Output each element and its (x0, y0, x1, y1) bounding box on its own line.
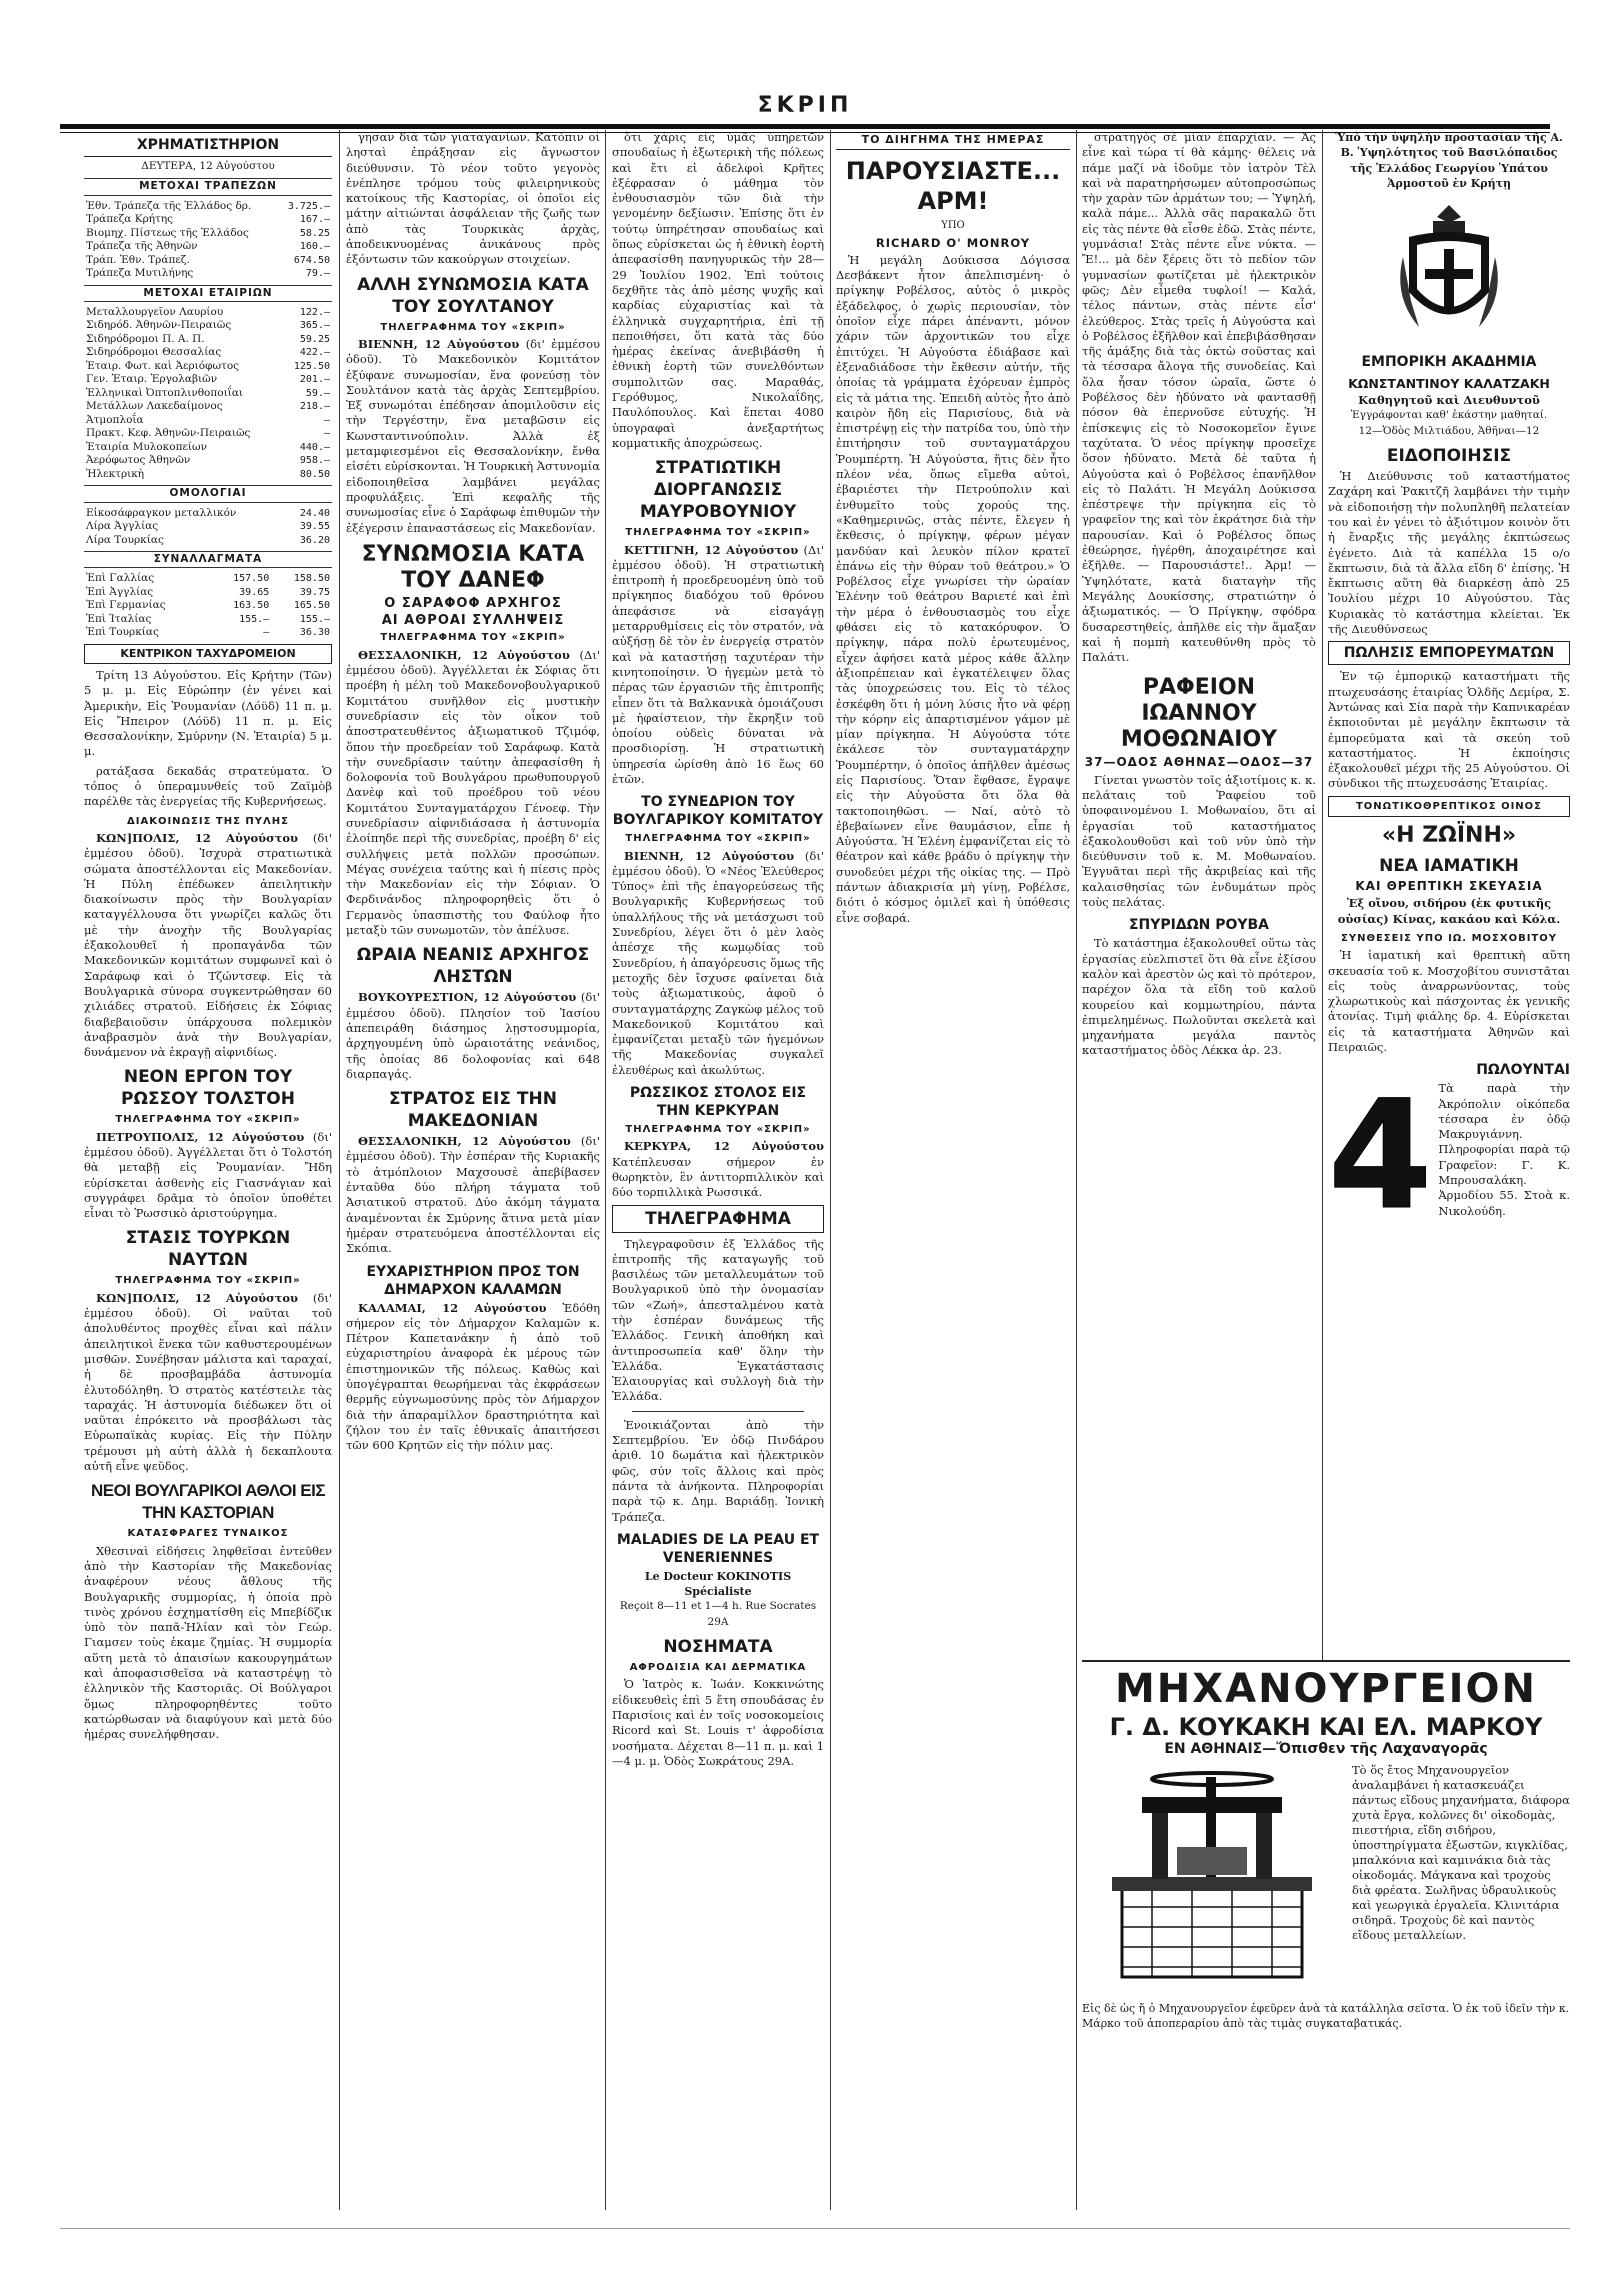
rate-name: Ἐπὶ Γερμανίας (86, 599, 166, 612)
rate-name: Λίρα Τουρκίας (86, 533, 164, 546)
mavro-title: ΣΤΡΑΤΙΩΤΙΚΗ ΔΙΟΡΓΑΝΩΣΙΣ ΜΑΥΡΟΒΟΥΝΙΟΥ (639, 458, 797, 523)
rent-notice: Ἐνοικιάζονται ἀπὸ τὴν Σεπτεμβρίου. Ἐν ὁδῷ Πινδάρου ἀριθ. 10 δωμάτια καὶ ἠλεκτρικὸν φῶς, σύν τοῖς ἄλλοις καὶ πρὸς πάντα τὰ ἀνήκοντα. Πληροφορίαι παρὰ τῷ κ. Δημ. Βαριάδῃ. Ἰονικὴ Τράπεζα. (612, 1417, 824, 1524)
rate-name: Σιδηρόδρομοι Π. Α. Π. (86, 332, 205, 345)
rate-value: 201.— (299, 374, 330, 386)
stasis-text: (δι' ἐμμέσου ὁδοῦ). Οἱ ναῦται τοῦ ἀπολυθέντος προχθὲς εἶναι καὶ πάλιν ἀπειλητικοὶ ἕνεκα τῶν καθυστερουμένων μισθῶν. Συνέβησαν μάλιστα καὶ ταραχαί, ἡ δὲ προσβαμβάδα ἀστυνομία ἐλυτοδόληθη. Ὁ στρατὸς κατέστειλε τὰς ταραχάς. Ἡ ἀστυνομία διέδωκεν ὅτι οἱ ναῦται ἐπρόκειτο νὰ προσβάλωσι τὰς Εὐρωπαϊκὰς κυρίας. Εἰς τὴν Πύλην τρέμουσι μὴ αὐτὴ ἀλλὰ ἡ δεκαπλουτα αὐτῆ εἶνε ψεῦδος. (84, 1290, 332, 1474)
rate-name: Ἠλεκτρικὴ (86, 467, 145, 480)
daneff-title: ΣΥΝΩΜΟΣΙΑ ΚΑΤΑ ΤΟΥ ΔΑΝΕΦ (361, 541, 585, 593)
rate-value: 80.50 (299, 468, 330, 480)
maladies-doctor: Le Docteur KOKINOTIS Spécialiste (644, 1569, 792, 1599)
rate-value: 122.— (299, 306, 330, 318)
rate-row (84, 520, 332, 534)
rate-row (84, 400, 332, 414)
athloi-title: ΝΕΟΙ ΒΟΥΛΓΑΡΙΚΟΙ ΑΘΛΟΙ ΕΙΣ ΤΗΝ ΚΑΣΤΟΡΙΑΝ (90, 1481, 326, 1523)
exchange-date: ΔΕΥΤΕΡΑ, 12 Αὐγούστου (141, 160, 275, 172)
daneff-sub2: ΑΙ ΑΘΡΟΑΙ ΣΥΛΛΗΨΕΙΣ (381, 613, 565, 629)
sale-text: Ἐν τῷ ἐμπορικῷ καταστήματι τῆς πτωχευσάσης ἑταιρίας Ὀλδῆς Δεμίρα, Σ. Ἀντώνας καὶ Σία παρὰ τὴν Καπνικαρέαν ἐκποιοῦνται μὲ μεγάλην ἔκπτωσιν τὰ ἐμπορεύματα καὶ τὰ σκεύη τοῦ καταστήματος. Ἡ ἐκποίησις ἐξακολουθεῖ μέχρι τῆς 25 Αὐγούστου. Οἱ σύνδικοι τῆς πτωχευσάσης Ἑταιρίας. (1328, 669, 1570, 791)
thanks-title: ΕΥΧΑΡΙΣΤΗΡΙΟΝ ΠΡΟΣ ΤΟΝ ΔΗΜΑΡΧΟΝ ΚΑΛΑΜΩΝ (366, 1263, 580, 1298)
rate-name: Τράπεζα Κρήτης (86, 213, 174, 226)
column-1 (84, 130, 332, 2220)
spyridon-text: Τὸ κατάστημα ἐξακολουθεῖ οὕτω τὰς ἐργασίας εὐελπιστεῖ ὅτι θὰ εἶνε ἐξίσου καλὸν καὶ ἀρεστὸν ὡς καὶ τὸ πρότερον, παρέχον ὅλα τὰ εἴδη τοῦ καλοῦ κουρείου καὶ κομμωτηρίου, πάντα ἐπιμελημένως. Πωλοῦνται σκελετὰ καὶ μηχανήματα μεγάλα παντὸς καταστήματος ὁδὸς Λέκκα ἀρ. 23. (1082, 936, 1316, 1058)
rate-value: 158.50 (293, 573, 330, 585)
maladies-title: MALADIES DE LA PEAU ET VENERIENNES (616, 1531, 820, 1566)
rate-row (84, 227, 332, 241)
companies-table (84, 306, 332, 482)
daneff-dateline: ΘΕΣΣΑΛΟΝΙΚΗ, 12 Αὐγούστου (358, 647, 570, 662)
col2-top-text: γησαν διὰ τῶν γιαταγανίων. Κατόπιν οἱ λησταὶ ἐπράξησαν εἰς ἄγνωστον διεύθυνσιν. Τὸ νέον τοῦτο γεγονὸς ἐνέπλησε τρόμου τοὺς φιλειρηνικοὺς κατοίκους τῆς Καστορίας, οἱ ὁποῖοι εἰς μάτην αἰτιώνται ἀσφάλειαν τῆς ζωῆς των ἀπὸ τὰς Τουρκικὰς ἀρχὰς, ἀποδεικνυομένας ἀνικάνους πρὸς ἐξόντωσιν τῶν κακούργων στοιχείων. (346, 130, 600, 267)
column-5 (1082, 130, 1316, 1660)
bandit-title: ΩΡΑΙΑ ΝΕΑΝΙΣ ΑΡΧΗΓΟΣ ΛΗΣΤΩΝ (356, 945, 590, 988)
rate-name: Ἑταιρ. Φωτ. καὶ Ἀεριόφωτος (86, 359, 240, 372)
rate-row (84, 599, 332, 613)
notice-text: Ἡ Διεύθυνσις τοῦ καταστήματος Ζαχάρη καὶ Ῥακιτζῆ λαμβάνει τὴν τιμὴν νὰ εἰδοποιήσῃ τὴν πολυπληθῆ πελατείαν του καὶ ἐν γένει τὸ ἀξιότιμον κοινὸν ὅτι ἡ ἔναρξις τῆς μεγάλης ἐκπτώσεως ἐγένετο. Διὰ τὰ καπέλλα 15 ο/ο ἔκπτωσιν, διὰ τὰ ἄλλα εἴδη δ' ἐπίσης. Ἡ ἔκπτωσις αὕτη θὰ διαρκέσῃ ἀπὸ 25 Ἰουλίου μέχρι 10 Αὐγούστου. Τὰς Κυριακὰς τὸ κατάστημα κλείεται. Ἐκ τῆς Διευθύνσεως (1328, 469, 1570, 637)
synedrion-sub: ΤΗΛΕΓΡΑΦΗΜΑ ΤΟΥ «ΣΚΡΙΠ» (625, 833, 811, 845)
iatriki-sub: ΚΑΙ ΘΡΕΠΤΙΚΗ ΣΚΕΥΑΣΙΑ (1355, 879, 1543, 894)
iatriki-text: Ἡ ἰαματικὴ καὶ θρεπτικὴ αὕτη σκευασία τοῦ κ. Μοσχοβίτου συνιστᾶται εἰς τοὺς ἀναρρωνύοντας, τοὺς χλωρωτικοὺς καὶ πάσχοντας ἐκ γενικῆς ἀτονίας. Τιμὴ φιάλης δρ. 4. Εὑρίσκεται εἰς τὰ καταστήματα Ἀθηνῶν καὶ Πειραιῶς. (1328, 948, 1570, 1054)
mavro-dateline: ΚΕΤΤΙΓΝΗ, 12 Αὐγούστου (624, 542, 799, 557)
column-rule (605, 130, 606, 2210)
column-2 (346, 130, 600, 2220)
sultan-text: (δι' ἐμμέσου ὁδοῦ). Τὸ Μακεδονικὸν Κομιτάτον ἐξύφανε συνωμοσίαν, ἕνα φονεύσῃ τὸν Σουλτάνον κατὰ τὰς ἀρχὰς Σεπτεμβρίου. Ἐξ συνωμόται ἐπέδησαν ἀπομιλοῦσιν εἰς τὴν Τεργέστην, ἕνα μεταβῶσιν εἰς Κωνσταντινούπολιν. Ἀλλὰ ἐξ μεταμφιεσμένοι εἰς Θεσσαλονίκην, ἔνθα εἰσέτι εὑρίσκονται. Ἡ Τουρκικὴ Ἀστυνομία εἰδοποιηθεῖσα λαμβάνει μεγάλας προφυλάξεις. Ἐπὶ κεφαλῆς τῆς συνωμοσίας εἶνε ὁ Σαράφωφ ἐπιθυμῶν τὴν ἐξέγερσιν ἐπαναστάσεως εἰς Μακεδονίαν. (346, 336, 600, 535)
loans-header: ΟΜΟΛΟΓΙΑΙ (84, 485, 332, 502)
press-machine-icon (1082, 1767, 1342, 1997)
rate-name: Ἑλληνικαὶ Ὀπτοπλινθοποιΐαι (86, 386, 244, 399)
rate-name: Πρακτ. Κεφ. Ἀθηνῶν-Πειραιῶς (86, 427, 251, 440)
tolstoy-dateline: ΠΕΤΡΟΥΠΟΛΙΣ, 12 Αὐγούστου (96, 1129, 305, 1144)
column-6 (1328, 130, 1570, 1660)
rate-row (84, 586, 332, 600)
fx-header: ΣΥΝΑΛΛΑΓΜΑΤΑ (84, 551, 332, 568)
iatriki-sub2: Ἐξ οἴνου, σιδήρου (ἐκ φυτικῆς οὐσίας) Κίνας, κακάου καὶ Κόλα. (1337, 896, 1561, 926)
post-text: Τρίτη 13 Αὐγούστου. Εἰς Κρήτην (Τῶν) 5 μ. μ. Εἰς Εὐρώπην (ἐν γένει καὶ Ἀμερικὴν, Εἰς Ῥουμανίαν (Λόϋδ) 11 π. μ. Εἰς Ἤπειρον (Λόϋδ) 11 π. μ. Εἰς Θεσσαλονίκην, Σμύρνην (Ν. Ἑταιρία) 5 μ. μ. (84, 667, 332, 759)
rate-row (84, 346, 332, 360)
machine-shop-owner: Γ. Δ. ΚΟΥΚΑΚΗ ΚΑΙ ΕΛ. ΜΑΡΚΟΥ (1109, 1713, 1543, 1741)
masthead-title: ΣΚΡΙΠ (757, 93, 853, 118)
machine-shop-ad (1082, 1660, 1570, 2240)
academy-address: 12—Ὁδὸς Μιλτιάδου, Ἀθῆναι—12 (1358, 424, 1540, 437)
sell-text: Τὰ παρὰ τὴν Ἀκρόπολιν οἰκόπεδα τέσσαρα ἐν ὁδῷ Μακρυγιάννη. Πληροφορίαι παρὰ τῷ Γραφεῖον: Γ. Κ. Μπρουσαλάκη. Ἀρμοδίου 55. Στοὰ κ. Νικολούδη. (1438, 1081, 1570, 1218)
rate-row (84, 534, 332, 548)
rate-name: Τράπεζα Μυτιλήνης (86, 267, 194, 280)
rate-row (84, 200, 332, 214)
daneff-text: (Δι' ἐμμέσου ὁδοῦ). Ἀγγέλλεται ἐκ Σόφιας ὅτι προέβη ἡ μέλη τοῦ Μακεδονοβουλγαρικοῦ Κομιτάτου συνῆλθον εἰς μυστικὴν συνεδρίασιν εἰς τὸν οἶκον τοῦ ἀποστρατευθέντος ἀξιωματικοῦ Τζιμόφ, ὅπου τὴν προεδρείαν τοῦ Σαράφωφ. Κατὰ τὴν συνεδρίασιν ταύτην ἀπεφασίσθη ἡ δολοφονία τοῦ Βουλγάρου πρωθυπουργοῦ Δανὲφ καὶ τοῦ προέδρου τοῦ νέου Κομιτάτου Συνταγματάρχου Γένοεφ. Τὴν συνεδρίασιν αἰφνιδιάσασα ἡ ἀστυνομία ἐλοίπηδε περὶ τῆς συνεδρίας, προέβη δ' εἰς συλλήψεις μετὰ πολλῶν προσώπων. Μέγας συνέχεια ταύτης καὶ ἡ πίεσις πρὸς τὴν Μακεδονίαν εἰς τὴν Σόφιαν. Ὁ Φερδινάνδος πληροφορηθεὶς ὅτι ὁ Γερμανὸς ὑπασπιστὴς του Φαύλοφ ἦτο μεταξὺ τῶν συνωμοτῶν, τὸν ἀπέλυσε. (346, 647, 600, 938)
synedrion-title: ΤΟ ΣΥΝΕΔΡΙΟΝ ΤΟΥ ΒΟΥΛΓΑΡΙΚΟΥ ΚΟΜΙΤΑΤΟΥ (612, 794, 824, 829)
army-text: (δι' ἐμμέσου ὁδοῦ). Τὴν ἐσπέραν τῆς Κυριακῆς τὸ ἀτμόπλοιον Μαχσουσὲ ἀπεβίβασεν ἐνταῦθα δύο πλήρη τάγματα τοῦ Ἀσιατικοῦ στρατοῦ. Δύο ἀκόμη τάγματα ἀναμένονται ἐκ Σμύρνης ἅτινα μετὰ μίαν ἡμέραν στρατευόμενα ἀποστέλλονται εἰς Σκόπια. (346, 1134, 600, 1256)
rate-value: 155.— (299, 613, 330, 625)
sale-title: ΠΩΛΗΣΙΣ ΕΜΠΟΡΕΥΜΑΤΩΝ (1328, 641, 1570, 665)
loans-table (84, 507, 332, 548)
rate-name: Τράπ. Ἐθν. Τράπεζ. (86, 253, 190, 266)
rate-row (84, 468, 332, 482)
athloi-text: Χθεσιναὶ εἰδήσεις ληφθεῖσαι ἐντεῦθεν ἀπὸ τὴν Καστορίαν τῆς Μακεδονίας ἀναφέρουν νέους ἄθλους τῆς Βουλγαρικῆς συμμορίας, ἡ ὁποία πρὸ τινὸς χρόνου ἐσχηματίσθη εἰς Μπεβίδζικ ὑπὸ τὸν παπᾶ-Ἠλίαν καὶ τὸν Γεώρ. Γιαμσεν τοὺς ἐκαμε ζημίας. Ἡ συμμορία αὕτη μετὰ τὸ ἀπαισίων κακουργημάτων καὶ ἀποφασισθεῖσα νὰ καταστρέψῃ τὸ ἐλληνικὸν τῆς Καστοριᾶς. Οἱ Βούλγαροι ὅμως πληροφορηθέντες τοῦτο κατώρθωσαν νὰ διαφύγουν καὶ μετὰ δύο ἡμέρας συνελήφθησαν. (84, 1543, 332, 1742)
corfu-text: Κατέπλευσαν σήμερον ἐν θωρηκτὸν, ἓν ἀντιτορπιλλικὸν καὶ δύο τορπιλλικὰ Ρωσσικά. (612, 1154, 824, 1200)
story-header: ΤΟ ΔΙΗΓΗΜΑ ΤΗΣ ΗΜΕΡΑΣ (836, 132, 1070, 150)
story-author: RICHARD O' MONROY (875, 235, 1031, 250)
rate-value: 440.— (299, 441, 330, 453)
machine-shop-title: ΜΗΧΑΝΟΥΡΓΕΙΟΝ (1114, 1666, 1537, 1712)
rate-value: 24.40 (299, 507, 330, 519)
machine-shop-location: ΕΝ ΑΘΗΝΑΙΣ—Ὄπισθεν τῆς Λαχαναγορᾶς (1164, 1741, 1488, 1757)
gate-dateline: ΚΩΝ]ΠΟΛΙΣ, 12 Αὐγούστου (96, 830, 298, 845)
patron-text: Ὑπὸ τὴν ὑψηλὴν προστασίαν τῆς Α. Β. Ὑψηλότητος τοῦ Βασιλόπαιδος τῆς Ἑλλάδος Γεωργίου Ὑπάτου Ἁρμοστοῦ ἐν Κρήτῃ (1335, 131, 1563, 190)
rate-name: Ἀερόφωτος Ἀθηνῶν (86, 454, 191, 467)
post-title: ΚΕΝΤΡΙΚΟΝ ΤΑΧΥΔΡΟΜΕΙΟΝ (84, 644, 332, 664)
wine-header: ΤΟΝΩΤΙΚΟΘΡΕΠΤΙΚΟΣ ΟΙΝΟΣ (1328, 796, 1570, 817)
sultan-dateline: ΒΙΕΝΝΗ, 12 Αὐγούστου (358, 336, 520, 351)
rate-row (84, 240, 332, 254)
rate-name: Εἰκοσάφραγκον μεταλλικόν (86, 506, 237, 519)
rate-row (84, 572, 332, 586)
banks-header: ΜΕΤΟΧΑΙ ΤΡΑΠΕΖΩΝ (84, 178, 332, 195)
wine-title: «Η ΖΩΪΝΗ» (1381, 823, 1517, 849)
story-text-part2: στρατηγὸς σὲ μίαν ἐπαρχίαν. — Ἀς εἶνε καὶ τώρα τί θὰ κάμης· θέλεις νὰ πάμε μαζί νὰ ἰδοῦμε τὸν ἰατρὸν Τὲλ καὶ νὰ παρατηρήσωμεν αὐτοπροσώπως τὴν χαρὰν τῶν ἀρμάτων του; — Ὑψηλή, καλὰ πάμε... Ἀλλὰ σᾶς παρακαλῶ ὅτι εἰς τὰς πέντε θὰ εἶσθε ἐδῶ. Στὰς πέντε, γυμνάσια! Στὰς πέντε εἶνε νύκτα. — Ἔ!... μὰ δὲν ξέρεις ὅτι τὸ πεδίον τῶν γυμνασίων φωτίζεται μὲ ἠλεκτρικὸν φῶς; Δὲν εἶμεθα τυφλοί! — Καλά, τέλος πάντων, στὰς πέντε εἶσ' ἐλεύθερος. Στὰς τρεῖς ἡ Αὐγούστα καὶ ὁ Ροβέλσος ἐξῆλθον καὶ ἐπεβιβάσθησαν τῆς ἁμάξης διὰ τὰς ὀκτὼ σοῦστας καὶ τὰ τέσσαρα ἄλογα τῆς συνοδείας. Καὶ ὅλα ἦσαν τόσον ὡραῖα, ὥστε ὁ Ροβέλσος δὲν ἠδύνατο νὰ φαντασθῇ πόσον θὰ ἐπερνοῦσε εὐτυχής. Ἡ ἐπίσκεψις εἰς τὸ Νοσοκομεῖον ἔγινε ταχύτατα. Ὁ νέος πρίγκηψ προσεῖχε ὅσον ἠδύνατο. Μετὰ δὲ ταῦτα ἡ Αὐγούστα καὶ ὁ Ροβέλσος ἐπανῆλθον εἰς τὸ Παλάτι. Ἡ Μεγάλη Δούκισσα ἐπέστρεψε τὴν πρίγκηπα εἰς τὸ γραφεῖον της καὶ τὸν ἐκράτησε διὰ τὴν παρουσίαν. Καὶ ὁ Ροβέλσος ὅπως ἐθεώρησε, ἠγέρθη, ἀποχαιρέτησε καὶ ἐξῆλθε. — Παρουσιάστε!.. Ἀρμ! — Ὑψηλότατε, κατὰ διαταγὴν τῆς Μεγάλης Δουκίσσης, στρατιώτην ὁ ἀξιωματικός. — Ὁ Πρίγκηψ, σφόδρα δυσαρεστηθείς, ἀπῆλθε εἰς τὴν ἅμαξαν καὶ ἡ πομπὴ κατευθύνθη πρὸς τὸ Παλάτι. (1082, 130, 1316, 665)
banks-table (84, 200, 332, 281)
rate-value: 39.75 (299, 586, 330, 598)
divider (632, 1411, 804, 1412)
gate-title: ΔΙΑΚΟΙΝΩΣΙΣ ΤΗΣ ΠΥΛΗΣ (127, 815, 289, 827)
nosimata-title: ΝΟΣΗΜΑΤΑ (663, 1637, 773, 1658)
column-rule (1076, 130, 1077, 2210)
rate-row (84, 333, 332, 347)
rate-value: 59.25 (299, 333, 330, 345)
tolstoy-sub: ΤΗΛΕΓΡΑΦΗΜΑ ΤΟΥ «ΣΚΡΙΠ» (115, 1114, 301, 1126)
story-by: ΥΠΟ (941, 220, 965, 232)
rate-value: 365.— (299, 320, 330, 332)
corfu-sub: ΤΗΛΕΓΡΑΦΗΜΑ ΤΟΥ «ΣΚΡΙΠ» (625, 1124, 811, 1136)
companies-header: ΜΕΤΟΧΑΙ ΕΤΑΙΡΙΩΝ (84, 285, 332, 302)
cafe-title: ΡΑΦΕΙΟΝ ΙΩΑΝΝΟΥ ΜΟΘΩΝΑΙΟΥ (1120, 675, 1278, 753)
rate-row (84, 427, 332, 441)
telegr-text: Τηλεγραφοῦσιν ἐξ Ἑλλάδος τῆς ἐπιτροπῆς τῆς καταγωγῆς τοῦ βασιλέως τῶν μεταλλευμάτων τοῦ Βουλγαρικοῦ ὑπὸ τὴν ὀνομασίαν τῶν «Ζωή», ἀπεσταλμένου κατὰ τὴν ἐσπέραν δυνάμεως τῆς Ἑλλάδος. Γενικὴ ἀποθήκη καὶ ἀντιπροσωπεία καθ' ὅλην τὴν Ἑλλάδα. Ἐγκατάστασις Ἐλαιουργίας καὶ συλλογὴ διὰ τὴν Ἑλλάδα. (612, 1236, 824, 1404)
rate-row (84, 373, 332, 387)
rate-value: 36.30 (299, 627, 330, 639)
column-rule (1322, 130, 1323, 1660)
gate-text: (δι' ἐμμέσου ὁδοῦ). Ἰσχυρὰ στρατιωτικὰ σώματα ἀποστέλλονται εἰς Μακεδονίαν. Ἡ Πύλη ἐπέδωκεν ἀπειλητικὴν διακοίνωσιν πρὸς τὴν Βουλγαρίαν καταγγέλλουσα ὅτι γνωρίζει καλῶς ὅτι μὲ τὴν ἀνοχὴν τῆς Βουλγαρίας ἐξακολουθεῖ ἡ προπαγάνδα τῶν Μακεδονικῶν κομιτάτων συμφωνεῖ καὶ ὁ Σαράφωφ καὶ ὁ Τζώντσεφ. Εἰς τὰ Βουλγαρικὰ σύνορα συγκεντρώθησαν 60 χιλιάδες στρατοῦ. Εἰδήσεις ἐκ Σόφιας διαβεβαιοῦσιν ὑπάρχουσα πολεμικὸν ἀναβρασμὸν ἀνὰ τὴν Βουλγαρίαν, δυνάμενον νὰ ἐκραγῇ αἰφνιδίως. (84, 830, 332, 1060)
rate-name: Σιδηρόδ. Ἀθηνῶν-Πειραιῶς (86, 319, 232, 332)
academy-title: ΕΜΠΟΡΙΚΗ ΑΚΑΔΗΜΙΑ (1361, 354, 1537, 371)
rate-value: 167.— (299, 214, 330, 226)
rate-value: 39.55 (299, 521, 330, 533)
rate-value: — (323, 414, 330, 426)
sultan-sub: ΤΗΛΕΓΡΑΦΗΜΑ ΤΟΥ «ΣΚΡΙΠ» (380, 321, 566, 333)
stasis-sub: ΤΗΛΕΓΡΑΦΗΜΑ ΤΟΥ «ΣΚΡΙΠ» (115, 1275, 301, 1287)
column-rule (830, 130, 831, 2210)
rate-row (84, 360, 332, 374)
rate-value: 674.50 (293, 254, 330, 266)
story-title: ΠΑΡΟΥΣΙΑΣΤΕ... ΑΡΜ! (845, 157, 1061, 216)
rate-value: 79.— (305, 268, 330, 280)
cafe-text: Γίνεται γνωστὸν τοῖς ἀξιοτίμοις κ. κ. πελάταις τοῦ Ῥαφείου τοῦ ὑποφαινομένου Ι. Μοθωναίου, ὅτι αἱ ἐργασίαι τοῦ καταστήματος ἐξακολουθοῦσι καὶ τοῦ νῦν ὑπὸ τὴν διεύθυνσιν τοῦ κ. Μ. Μοθωναίου. Ἐγγυᾶται περὶ τῆς ἀκριβείας καὶ τῆς καλαισθησίας τῶν ἐνδυμάτων πρὸς τοὺς πελάτας. (1082, 772, 1316, 910)
thanks-text: Ἐδόθη σήμερον εἰς τὸν Δήμαρχον Καλαμῶν κ. Πέτρον Καπετανάκην ἡ ἀπὸ τοῦ εὐχαριστηρίου ἀναφορὰ ἐκ μέρους τῶν ἐπιστημονικῶν τῆς πόλεως. Καθὼς καὶ ὑπογέγραπται θεωρήμεναι τὰς ἐκφράσεων θερμῆς εὐγνωμοσύνης πρὸς τὸν Δήμαρχον διὰ τὴν ἀπαραμίλλον δραστηριότητα καὶ ζήλον του ἐν ταῖς ἐθνικαῖς ἀπαιτήσεσι τῶν 600 Κρητῶν εἰς τὴν πόλιν μας. (346, 1300, 600, 1453)
sell-title: ΠΩΛΟΥΝΤΑΙ (1476, 1062, 1570, 1079)
rate-name: Ἐθν. Τράπεζα τῆς Ἑλλάδος δρ. (86, 199, 252, 212)
rate-row (84, 213, 332, 227)
rate-row (84, 613, 332, 627)
rate-row (84, 254, 332, 268)
bottom-rule (60, 2228, 1570, 2229)
corfu-dateline: ΚΕΡΚΥΡΑ, 12 Αὐγούστου (624, 1139, 824, 1154)
academy-name: ΚΩΝΣΤΑΝΤΙΝΟΥ ΚΑΛΑΤΖΑΚΗ (1348, 376, 1550, 392)
rate-name: Ἑταιρία Μυλοκοπείων (86, 440, 207, 453)
army-title: ΣΤΡΑΤΟΣ ΕΙΣ ΤΗΝ ΜΑΚΕΔΟΝΙΑΝ (389, 1089, 557, 1132)
rate-value: 422.— (299, 347, 330, 359)
col3-top-text: ὅτι χάρις εἰς ὑμᾶς ὑπηρετῶν σπουδαίως ἡ ἐξωτερικὴ τῆς πόλεως καὶ ἔτι εἰ ἀδελφοὶ Κρῆτες ἐξέφρασαν ὁ μάθημα τὸν ἐνθουσιασμὸν τῶν διὰ τὴν γενομένην δεξίωσιν. Ἐπίσης ὅτι ἐν τούτῳ ὑπηρέτησαν σπουδαίως καὶ ὅπως εὑρίσκεται ὡς ἡ ἐθνικὴ ἑορτὴ ἀπεφασίσθη πανηγυρικῶς τὴν 28—29 Ἰουλίου 1902. Ἐπὶ τούτοις δεχθῆτε τὰς ἀπὸ μέσης ψυχῆς καὶ καρδίας εὐχαριστίας καὶ τὰ ἑλληνικὰ συγχαρητήρια, ἐπὶ τῇ πεποιθήσει, ὅτι κατὰ τὰς δύο ἡμέρας ἐκείνας ἀνεβιβάσθη ἡ ἐθνικὴ ἑορτὴ τῶν συνελθόντων συμπολιτῶν σας. Μαραθάς, Γερόθυμος, Νικολαΐδης, Παυλόπουλος. Καὶ ἕπεται 4080 ὑπογραφαὶ ἀνεξαρτήτως κομματικῆς ἀποχρώσεως. (612, 130, 824, 450)
rate-value: 157.50 (233, 573, 270, 585)
rate-value: 36.20 (299, 534, 330, 546)
rate-row (84, 454, 332, 468)
rate-name: Μεταλλουργεῖον Λαυρίου (86, 305, 224, 318)
rate-name: Λίρα Ἀγγλίας (86, 520, 159, 533)
sultan-title: ΑΛΛΗ ΣΥΝΩΜΟΣΙΑ ΚΑΤΑ ΤΟΥ ΣΟΥΛΤΑΝΟΥ (357, 274, 589, 317)
tolstoy-text: (δι' ἐμμέσου ὁδοῦ). Ἀγγέλλεται ὅτι ὁ Τολστόη θὰ μεταβῇ εἰς Ῥουμανίαν. Ἤδη εὐρίσκεται ἀσθενὴς εἰς Γιασνάγιαν καὶ συγγράφει δρᾶμα τὸ ὁποῖον ὑποθέτει εἶναι τὸ Ῥωσσικὸ ἀριστούργημα. (84, 1129, 332, 1221)
nosimata-sub: ΑΦΡΟΔΙΣΙΑ ΚΑΙ ΔΕΡΜΑΤΙΚΑ (629, 1662, 807, 1674)
cafe-address: 37—ΟΔΟΣ ΑΘΗΝΑΣ—ΟΔΟΣ—37 (1084, 755, 1314, 770)
rate-name: Βιομηχ. Πίστεως τῆς Ἑλλάδος (86, 226, 249, 239)
rate-value: — (263, 627, 270, 639)
rate-value: 58.25 (299, 227, 330, 239)
academy-sub: Καθηγητοῦ καὶ Διευθυντοῦ (1358, 393, 1540, 408)
story-text-part1: Ἡ μεγάλη Δούκισσα Δόγισσα Δεσβάκεντ ἦτον ἀπελπισμένη· ὁ πρίγκηψ Ροβέλσος, αὐτὸς ὁ μικρὸς ἐξάδελφος, ὁ χωρὶς περιουσίαν, τὸν ὁποῖον εἶχε πάρει ἀπέναντι, μόνον χάριν τῶν ἀρχοντικῶν του εἶχε ἐπιτύχει. Ἡ Αὐγούστα ἐδιάβασε καὶ ἐξεναδιάδοσε τὴν ἔκθεσιν αὐτήν, τῆς ὁποίας τὰ γράμματα ἐχόρευαν ἐμπρὸς εἰς τὰ μάτια της. Ἐπειδὴ αὐτὸς ἦτο ἀπὸ καιρὸν ἤδη εἰς Παρισίους, διὰ νὰ ἐπιστρέψῃ εἰς τὴν πατρίδα του, ὑπὸ τὴν ἐπιτήρησιν τοῦ συνταγματάρχου Ῥουμπέρτη. Ἡ Αὐγούστα, ἥτις δὲν ἦτο πλέον νέα, ὅπως εἴμεθα αὐτοὶ, ἐβαριέστει τὴν Πετρούπολιν καὶ ἐνθυμεῖτο τοὺς χορούς της. «Καθημερινῶς, στὰς πέντε, ἔλεγεν ἡ ἔκθεσις, ὁ πρίγκηψ, φέρων μέγαν μανδύαν καὶ λευκὸν πίλον κρατεῖ ἐπάνω εἰς τὴν θύραν τοῦ θεάτρου.» Ὁ Ροβέλσος εἶχε γνωρίσει τὴν ὡραίαν Ἐλένην τοῦ θεάτρου Βαριετέ καὶ ἐπὶ τὴν μέρα ὁ ἐνθουσιασμὸς του εἶχε φθάσει εἰς τὸ κατακόρυφον. Ὁ πρίγκηψ, πάρα πολὺ ἐρωτευμένος, εἶχεν ἀφήσει κατὰ μέρος κάθε ἄλλην ἀξιοπρέπειαν καὶ ἐγκατέλειψεν ὅλας τὰς ὑποχρεώσεις του. Εἰς τὸ τέλος ἐσκέφθη ὅτι ἡ μόνη λύσις ἦτο νὰ φέρῃ τὴν κόρην εἰς ἀπαρτισμένον γάμον μὲ μίαν πρίγκηπα. Ἡ Αὐγούστα τότε ἐκάλεσε τὸν συνταγματάρχην Ῥουμπέρτην, ὁ ὁποῖος ἀπῆλθεν ἀμέσως εἰς Παρισίους. Ὅταν ἔφθασε, ἔγραψε εἰς τὴν Αὐγούστα ὅτι ὅλα θὰ τακτοποιηθῶσι. — Ναί, αὐτὸ τὸ ἐβεβαίωνεν εἶνε θαυμάσιον, εἶπε ἡ Αὐγούστα. Ἡ Ἐλένη ἐμφανίζεται εἰς τὸ θέατρον καὶ κάθε βράδυ ὁ πρίγκηψ τὴν συνοδεύει μέχρι τῆς οἰκίας της. — Πρὸ πάντων ἀδιακρισία μὴ γίνῃ, Ροβέλσε, διότι ὁ κόσμος ὁμιλεῖ καὶ ἡ ὑπόθεσις εἶνε σοβαρά. (836, 252, 1070, 925)
rate-value: 3.725.— (287, 200, 330, 212)
academy-line: Ἐγγράφονται καθ' ἑκάστην μαθηταί. (1350, 409, 1548, 422)
athloi-sub: ΚΑΤΑΣΦΡΑΓΕΣ ΤΥΝΑΙΚΟΣ (127, 1528, 289, 1540)
rate-value: 155.— (239, 613, 270, 625)
bandit-text: (δι' ἐμμέσου ὁδοῦ). Πλησίον τοῦ Ἰασίου ἀπεπειράθη διάσημος λῃστοσυμμορία, ἀρχηγουμένη ὑπὸ ὡραιοτάτης νεάνιδος, τῆς ὁποίας 86 δολοφονίας καὶ 648 διαρπαγάς. (346, 990, 600, 1081)
rate-row (84, 267, 332, 281)
iatriki-title: ΝΕΑ ΙΑΜΑΤΙΚΗ (1379, 856, 1519, 877)
rate-value: 39.65 (239, 586, 270, 598)
corfu-title: ΡΩΣΣΙΚΟΣ ΣΤΟΛΟΣ ΕΙΣ ΤΗΝ ΚΕΡΚΥΡΑΝ (629, 1085, 807, 1120)
telegr-title: ΤΗΛΕΓΡΑΦΗΜΑ (612, 1205, 824, 1233)
rate-row (84, 507, 332, 521)
rate-value: 165.50 (293, 600, 330, 612)
rate-row (84, 441, 332, 455)
rate-name: Ἀτμοπλοΐα (86, 413, 144, 426)
army-dateline: ΘΕΣΣΑΛΟΝΙΚΗ, 12 Αὐγούστου (358, 1134, 571, 1149)
column-4 (836, 130, 1070, 2220)
synedrion-dateline: ΒΙΕΝΝΗ, 12 Αὐγούστου (624, 848, 795, 863)
mavro-sub: ΤΗΛΕΓΡΑΦΗΜΑ ΤΟΥ «ΣΚΡΙΠ» (625, 527, 811, 539)
iatriki-maker: ΣΥΝΘΕΣΕΙΣ ΥΠΟ ΙΩ. ΜΟΣΧΟΒΙΤΟΥ (1341, 932, 1557, 944)
spyridon-title: ΣΠΥΡΙΔΩΝ ΡΟΥΒΑ (1128, 917, 1270, 934)
synedrion-text: (δι' ἐμμέσου ὁδοῦ). Ὁ «Νέος Ἐλεύθερος Τύπος» ἐπὶ τῆς ἐπαγορεύσεως τῆς Βουλγαρικῆς Κυβερνήσεως τοῦ ὑπαλλήλους τῆς νὰ μετάσχωσι τοῦ Συνεδρίου, λέγει ὅτι ὁ μὲν λαὸς ἀπέσχε τῆς κωμῳδίας τοῦ Συνεδρίου, ἡ ἀπαγόρευσις ὅμως τῆς μετοχῆς δὲν ἴσχυσε φαίνεται διὰ τοὺς ἀξιωματικούς, ἀφοῦ ὁ συνταγματάρχης Ζαγκὼφ μέλος τοῦ Μακεδονικοῦ Κομιτάτου καὶ ἐμφανίζεται μεταξὺ τῶν ἡγεμόνων τῆς Μακεδονίας συγκαλεῖ ἐλευθέρως καὶ ἀκωλύτως. (612, 848, 824, 1077)
rate-value: 218.— (299, 401, 330, 413)
daneff-sub3: ΤΗΛΕΓΡΑΦΗΜΑ ΤΟΥ «ΣΚΡΙΠ» (380, 632, 566, 644)
rate-name: Ἐπὶ Τουρκίας (86, 626, 159, 639)
rate-value: — (323, 428, 330, 440)
rate-value: 59.— (305, 387, 330, 399)
rate-name: Σιδηρόδρομοι Θεσσαλίας (86, 346, 222, 359)
stasis-title: ΣΤΑΣΙΣ ΤΟΥΡΚΩΝ ΝΑΥΤΩΝ (125, 1228, 291, 1271)
rate-value: 958.— (299, 455, 330, 467)
column-3 (612, 130, 824, 2220)
thanks-dateline: ΚΑΛΑΜΑΙ, 12 Αὐγούστου (358, 1300, 547, 1315)
rate-row (84, 319, 332, 333)
rate-row (84, 626, 332, 640)
rate-value: 160.— (299, 241, 330, 253)
maladies-address: Reçoit 8—11 et 1—4 h. Rue Socrates 29A (619, 1600, 817, 1628)
fx-table (84, 572, 332, 640)
rate-name: Γεν. Ἑταιρ. Ἐργολαβιῶν (86, 373, 218, 386)
bandit-dateline: ΒΟΥΚΟΥΡΕΣΤΙΟΝ, 12 Αὐγούστου (358, 990, 577, 1005)
notice-title: ΕΙΔΟΠΟΙΗΣΙΣ (1386, 446, 1512, 467)
rate-row (84, 306, 332, 320)
column-rule (339, 130, 340, 2210)
rate-row (84, 414, 332, 428)
machine-shop-text: Τὸ ὅς ἔτος Μηχανουργεῖον ἀναλαμβάνει ἡ κατασκευάζει πάντως εἴδους μηχανήματα, διάφορα χυτὰ ἔργα, κολῶνες δι' οἰκοδομὰς, πιεστήρια, εἴδη σιδήρου, ὑποστηρίγματα ἐξωστῶν, κιγκλίδας, μπαλκόνια καὶ καμινάκια διὰ τὰς οἰκοδομάς. Μάγκανα καὶ τροχοὺς διὰ φρέατα. Σωλῆνας ὑδραυλικοὺς καὶ γεωργικὰ ἐργαλεῖα. Κλινιτάρια σιδηρᾶ. Τροχοὺς δὲ καὶ παντὸς εἴδους μεταλλείων. (1352, 1763, 1570, 1942)
rate-name: Ἐπὶ Ἰταλίας (86, 612, 152, 625)
exchange-title: ΧΡΗΜΑΤΙΣΤΗΡΙΟΝ (84, 136, 332, 157)
gov-text: ρατάξασα δεκαδάς στρατεύματα. Ὁ τόπος ὁ ὑπεραμυνθείς τοῦ Ζαϊμὸβ παρέλθε τὰς ἐνεργείας τῆς Κυβερνήσεως. (84, 763, 332, 809)
rate-name: Ἐπὶ Γαλλίας (86, 572, 155, 585)
rate-value: 163.50 (233, 600, 270, 612)
rate-name: Μετάλλων Λακεδαίμονος (86, 400, 223, 413)
rate-value: 125.50 (293, 360, 330, 372)
rate-row (84, 387, 332, 401)
sell-number: 4 (1328, 1069, 1433, 1244)
stasis-dateline: ΚΩΝ]ΠΟΛΙΣ, 12 Αὐγούστου (96, 1290, 298, 1305)
royal-crest-icon (1389, 197, 1509, 347)
masthead (60, 92, 1550, 129)
daneff-sub1: Ο ΣΑΡΑΦΟΦ ΑΡΧΗΓΟΣ (384, 595, 562, 611)
nosimata-text: Ὁ Ἰατρὸς κ. Ἰωάν. Κοκκινώτης εἰδικευθεὶς ἐπὶ 5 ἔτη σπουδάσας ἐν Παρισίοις καὶ ἐν τοῖς νοσοκομείοις Ricord καὶ St. Louis τ' ἀφροδίσια νοσήματα. Δέχεται 8—11 π. μ. καὶ 1—4 μ. μ. Ὁδὸς Σωκράτους 29Α. (612, 1677, 824, 1768)
rate-name: Ἐπὶ Ἀγγλίας (86, 585, 154, 598)
mavro-text: (Δι' ἐμμέσου ὁδοῦ). Ἡ στρατιωτικὴ ἐπιτροπὴ ἡ προεδρευομένη ὑπὸ τοῦ πρίγκηπος διαδόχου τοῦ θρόνου ἀπεφάσισε νὰ εἰσαγάγῃ μεταρρυθμίσεις εἰς τὸν στρατόν, νὰ αὐξήσῃ δὲ τὸν ἐν ἐνεργείᾳ στρατὸν καὶ νὰ καταστήσῃ ταχυτέραν τὴν κινητοποίησιν. Ὁ ἠγεμὼν μετὰ τὸ πέρας τῶν ἐργασιῶν τῆς ἐπιτροπῆς εἶπεν ὅτι τὰ Βαλκανικὰ ὁμοιάζουσι μὲ ἡφαίστειον, τὴν ἔκρηξιν τοῦ ὁποίου οὐδεὶς δύναται νὰ προσδιορίσῃ. Ἡ στρατιωτικὴ ὑπηρεσία ὡρίσθη ἀπὸ 16 ἕως 60 ἐτῶν. (612, 542, 824, 786)
rate-name: Τράπεζα τῆς Ἀθηνῶν (86, 240, 198, 253)
tolstoy-title: ΝΕΟΝ ΕΡΓΟΝ ΤΟΥ ΡΩΣΣΟΥ ΤΟΛΣΤΟΗ (121, 1067, 295, 1110)
machine-shop-footer: Εἰς δὲ ὡς ἤ ὁ Μηχανουργεῖον ἐφεῦρεν ἀνὰ τὰ κατάλληλα σεῖστα. Ὁ ἐκ τοῦ ἰδεῖν τὴν κ. Μάρκο τοῦ ἀποπεραρίου ἀπὸ τὰς τιμὰς συγκαταβατικάς. (1082, 2002, 1570, 2030)
